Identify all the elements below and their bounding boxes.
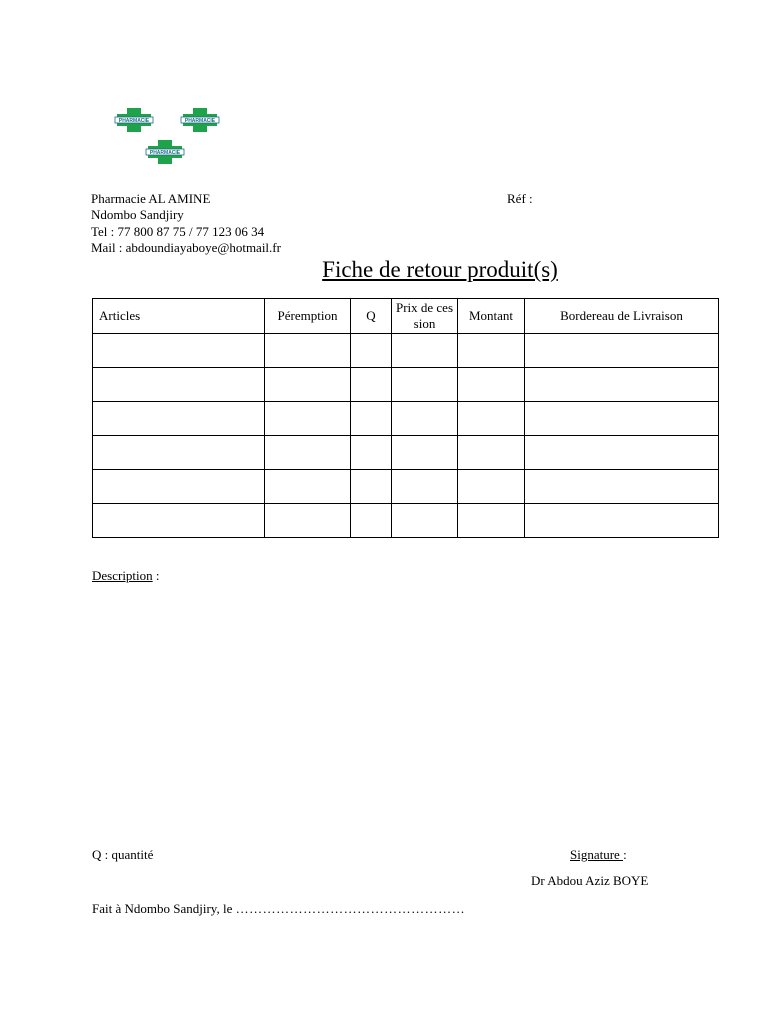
table-cell bbox=[458, 504, 525, 538]
pharmacy-name: Pharmacie AL AMINE bbox=[91, 191, 211, 206]
table-cell bbox=[265, 368, 351, 402]
description-label bbox=[92, 568, 160, 584]
svg-text:PHARMACIE: PHARMACIE bbox=[184, 118, 216, 124]
table-cell bbox=[93, 368, 265, 402]
column-header-prix-cession bbox=[392, 299, 458, 334]
place-date-prefix: Fait à Ndombo Sandjiry, le bbox=[92, 901, 236, 916]
table-cell bbox=[265, 470, 351, 504]
pharmacy-cross-icon bbox=[145, 140, 185, 164]
table-cell bbox=[392, 334, 458, 368]
table-cell bbox=[392, 504, 458, 538]
table-cell bbox=[93, 334, 265, 368]
table-cell bbox=[525, 368, 719, 402]
signature-label-suffix: : bbox=[623, 847, 627, 862]
svg-text:PHARMACIE: PHARMACIE bbox=[118, 118, 150, 124]
signer-name: Dr Abdou Aziz BOYE bbox=[531, 873, 649, 888]
table-cell bbox=[525, 334, 719, 368]
table-cell bbox=[93, 402, 265, 436]
table-cell bbox=[525, 402, 719, 436]
table-cell bbox=[525, 504, 719, 538]
signature-label bbox=[570, 847, 627, 863]
quantity-legend: Q : quantité bbox=[92, 847, 154, 862]
pharmacy-cross-icon bbox=[114, 108, 154, 132]
column-header-quantity: Q bbox=[351, 299, 392, 334]
svg-text:PHARMACIE: PHARMACIE bbox=[149, 150, 181, 156]
table-row bbox=[93, 436, 719, 470]
table-cell bbox=[458, 436, 525, 470]
table-cell bbox=[458, 470, 525, 504]
column-header-bordereau: Bordereau de Livraison bbox=[525, 299, 719, 334]
place-date-line bbox=[92, 901, 465, 917]
table-row bbox=[93, 470, 719, 504]
table-row bbox=[93, 504, 719, 538]
table-cell bbox=[458, 402, 525, 436]
table-cell bbox=[392, 470, 458, 504]
column-header-articles: Articles bbox=[93, 299, 265, 334]
table-cell bbox=[458, 334, 525, 368]
pharmacy-location: Ndombo Sandjiry bbox=[91, 207, 184, 222]
table-cell bbox=[458, 368, 525, 402]
column-header-peremption-label: Péremption bbox=[277, 308, 338, 323]
table-cell bbox=[525, 470, 719, 504]
table-cell bbox=[351, 334, 392, 368]
table-cell bbox=[392, 436, 458, 470]
pharmacy-email: Mail : abdoundiayaboye@hotmail.fr bbox=[91, 240, 281, 255]
table-cell bbox=[525, 436, 719, 470]
table-cell bbox=[93, 436, 265, 470]
table-cell bbox=[351, 436, 392, 470]
pharmacy-cross-icon bbox=[180, 108, 220, 132]
table-cell bbox=[351, 368, 392, 402]
column-header-peremption bbox=[265, 299, 351, 334]
signature-label-text: Signature bbox=[570, 847, 624, 862]
table-cell bbox=[351, 470, 392, 504]
pharmacy-logo bbox=[180, 108, 220, 132]
column-header-prix-cession-label: Prix de cession bbox=[395, 300, 454, 331]
table-cell bbox=[265, 334, 351, 368]
table-cell bbox=[265, 402, 351, 436]
table-row bbox=[93, 334, 719, 368]
table-cell bbox=[265, 504, 351, 538]
description-label-text: Description bbox=[92, 568, 153, 583]
pharmacy-phone: Tel : 77 800 87 75 / 77 123 06 34 bbox=[91, 224, 265, 239]
pharmacy-logo bbox=[114, 108, 154, 132]
returns-table bbox=[92, 298, 719, 538]
table-header-row bbox=[93, 299, 719, 334]
column-header-montant: Montant bbox=[458, 299, 525, 334]
table-cell bbox=[265, 436, 351, 470]
table-row bbox=[93, 402, 719, 436]
date-fill-line: …………………………………………… bbox=[235, 901, 466, 916]
table-cell bbox=[392, 402, 458, 436]
table-cell bbox=[392, 368, 458, 402]
table-cell bbox=[93, 470, 265, 504]
reference-label: Réf : bbox=[507, 191, 533, 206]
table-cell bbox=[351, 504, 392, 538]
document-title: Fiche de retour produit(s) bbox=[322, 257, 558, 282]
pharmacy-logo bbox=[145, 140, 185, 164]
table-cell bbox=[351, 402, 392, 436]
table-row bbox=[93, 368, 719, 402]
table-cell bbox=[93, 504, 265, 538]
description-label-suffix: : bbox=[152, 568, 160, 583]
